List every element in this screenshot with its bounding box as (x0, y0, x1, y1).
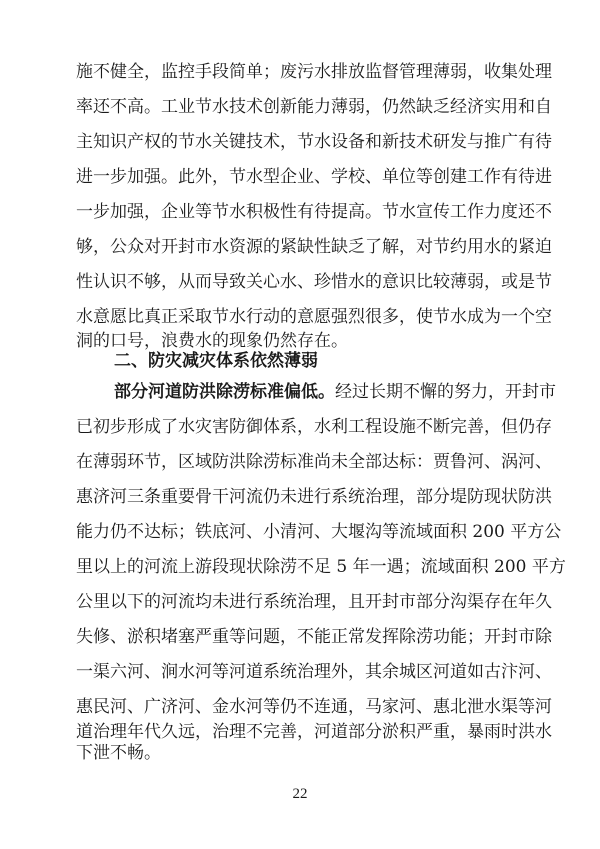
body-text-line: 率还不高。工业节水技术创新能力薄弱，仍然缺乏经济实用和自 (76, 97, 552, 117)
body-text-line: 公里以下的河流均未进行系统治理，且开封市部分沟渠存在年久 (76, 592, 552, 612)
body-text-line: 主知识产权的节水关键技术，节水设备和新技术研发与推广有待 (76, 132, 552, 152)
page-number: 22 (292, 786, 308, 802)
body-text-line: 能力仍不达标；铁底河、小清河、大堰沟等流域面积 200 平方公 (76, 522, 562, 542)
section-heading: 二、防灾减灾体系依然薄弱 (114, 351, 318, 371)
body-text-line: 够，公众对开封市水资源的紧缺性缺乏了解，对节约用水的紧迫 (76, 237, 552, 257)
body-text-line: 惠民河、广济河、金水河等仍不连通，马家河、惠北泄水渠等河 (76, 697, 552, 717)
body-text-line: 施不健全，监控手段简单；废污水排放监督管理薄弱，收集处理 (76, 62, 552, 82)
body-text-line: 一步加强，企业等节水积极性有待提高。节水宣传工作力度还不 (76, 202, 552, 222)
body-text-line: 失修、淤积堵塞严重等问题，不能正常发挥除涝功能；开封市除 (76, 627, 552, 647)
paragraph-first-line-rest: 经过长期不懈的努力，开封市 (335, 382, 556, 402)
body-text-line: 已初步形成了水灾害防御体系，水利工程设施不断完善，但仍存 (76, 417, 552, 437)
body-text-line: 性认识不够，从而导致关心水、珍惜水的意识比较薄弱，或是节 (76, 272, 552, 292)
body-text-line: 道治理年代久远，治理不完善，河道部分淤积严重，暴雨时洪水 (76, 722, 552, 742)
body-text-line: 洞的口号，浪费水的现象仍然存在。 (76, 331, 348, 351)
body-text-line: 在薄弱环节，区域防洪除涝标准尚未全部达标：贾鲁河、涡河、 (76, 452, 552, 472)
body-text-line: 下泄不畅。 (76, 743, 161, 763)
body-text-line: 一渠六河、涧水河等河道系统治理外，其余城区河道如古汴河、 (76, 662, 552, 682)
paragraph-first-line (114, 381, 556, 403)
body-text-line: 惠济河三条重要骨干河流仍未进行系统治理，部分堤防现状防洪 (76, 487, 552, 507)
body-text-line: 进一步加强。此外，节水型企业、学校、单位等创建工作有待进 (76, 167, 552, 187)
body-text-line: 水意愿比真正采取节水行动的意愿强烈很多，使节水成为一个空 (76, 307, 552, 327)
body-text-line: 里以上的河流上游段现状除涝不足 5 年一遇；流域面积 200 平方 (76, 557, 566, 577)
paragraph-lead: 部分河道防洪除涝标准偏低。 (114, 382, 335, 402)
